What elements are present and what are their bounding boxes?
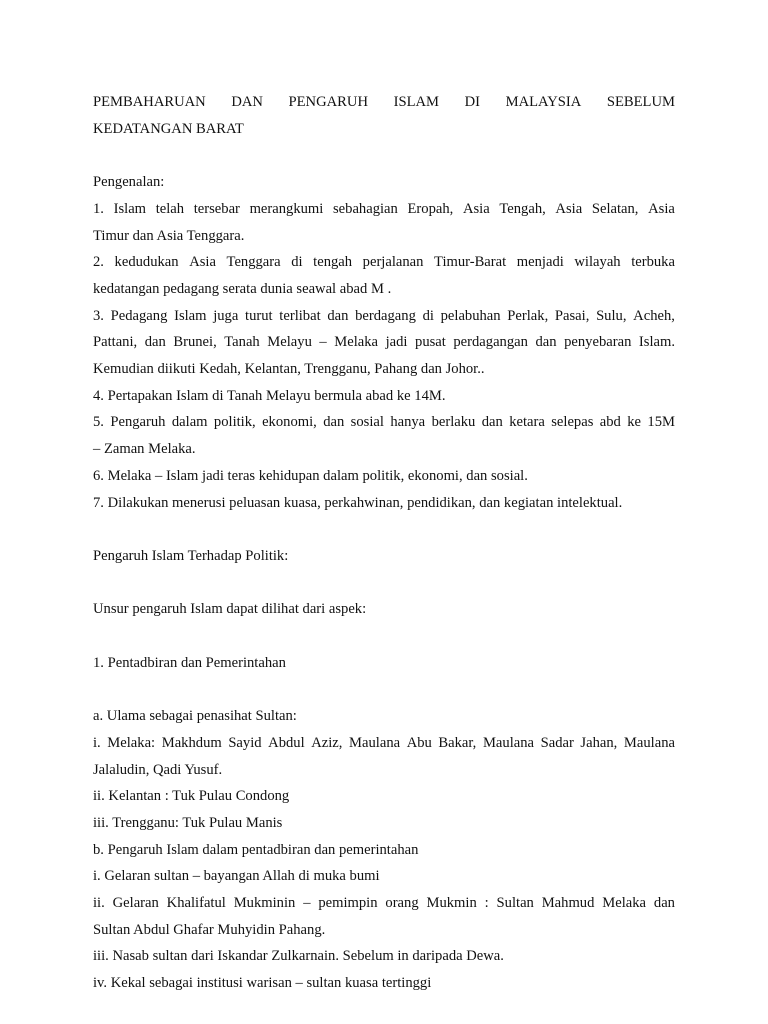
intro-point-5-line-2: – Zaman Melaka. — [93, 441, 196, 458]
document-page — [93, 89, 675, 997]
politics-heading: Pengaruh Islam Terhadap Politik: — [93, 547, 289, 564]
intro-point-3-line-3: Kemudian diikuti Kedah, Kelantan, Trengganu, Pahang dan Johor.. — [93, 361, 485, 378]
title-word: ISLAM — [393, 94, 439, 110]
document-title-line-2: KEDATANGAN BARAT — [93, 120, 244, 137]
administration-point-iv: iv. Kekal sebagai institusi warisan – sultan kuasa tertinggi — [93, 975, 432, 992]
ulama-heading: a. Ulama sebagai penasihat Sultan: — [93, 708, 297, 725]
title-word: MALAYSIA — [505, 94, 582, 110]
politics-subheading-1: 1. Pentadbiran dan Pemerintahan — [93, 654, 286, 671]
title-word: DI — [464, 94, 480, 110]
ulama-trengganu: iii. Trengganu: Tuk Pulau Manis — [93, 814, 283, 831]
spacer — [93, 516, 675, 543]
spacer — [93, 570, 675, 597]
title-word: DAN — [231, 94, 263, 110]
spacer — [93, 676, 675, 703]
administration-point-i: i. Gelaran sultan – bayangan Allah di muka bumi — [93, 868, 380, 885]
title-word: SEBELUM — [606, 94, 675, 110]
intro-heading: Pengenalan: — [93, 174, 165, 191]
ulama-kelantan: ii. Kelantan : Tuk Pulau Condong — [93, 788, 290, 805]
intro-point-4: 4. Pertapakan Islam di Tanah Melayu bermula abad ke 14M. — [93, 387, 446, 404]
intro-point-6: 6. Melaka – Islam jadi teras kehidupan dalam politik, ekonomi, dan sosial. — [93, 467, 528, 484]
ulama-melaka-line-1: i. Melaka: Makhdum Sayid Abdul Aziz, Maulana Abu Bakar, Maulana Sadar Jahan, Maulana — [93, 734, 675, 751]
administration-heading: b. Pengaruh Islam dalam pentadbiran dan pemerintahan — [93, 841, 419, 858]
title-word: PEMBAHARUAN — [93, 94, 206, 110]
document-title-line-1 — [93, 89, 675, 116]
intro-point-3-line-2: Pattani, dan Brunei, Tanah Melayu – Melaka jadi pusat perdagangan dan penyebaran Islam. — [93, 334, 675, 351]
politics-aspects-intro: Unsur pengaruh Islam dapat dilihat dari aspek: — [93, 601, 367, 618]
intro-point-2-line-1: 2. kedudukan Asia Tenggara di tengah perjalanan Timur-Barat menjadi wilayah terbuka — [93, 254, 675, 271]
intro-point-1-line-1: 1. Islam telah tersebar merangkumi sebahagian Eropah, Asia Tengah, Asia Selatan, Asia — [93, 200, 675, 217]
intro-point-7: 7. Dilakukan menerusi peluasan kuasa, perkahwinan, pendidikan, dan kegiatan intelektual. — [93, 494, 623, 511]
title-word: PENGARUH — [288, 94, 368, 110]
intro-point-1-line-2: Timur dan Asia Tenggara. — [93, 227, 245, 244]
ulama-melaka-line-2: Jalaludin, Qadi Yusuf. — [93, 761, 223, 778]
intro-point-3-line-1: 3. Pedagang Islam juga turut terlibat dan berdagang di pelabuhan Perlak, Pasai, Sulu, Acheh, — [93, 307, 675, 324]
spacer — [93, 623, 675, 650]
intro-point-5-line-1: 5. Pengaruh dalam politik, ekonomi, dan sosial hanya berlaku dan ketara selepas abd ke 15M — [93, 414, 675, 431]
spacer — [93, 142, 675, 169]
administration-point-ii-line-1: ii. Gelaran Khalifatul Mukminin – pemimpin orang Mukmin : Sultan Mahmud Melaka dan — [93, 895, 675, 912]
administration-point-ii-line-2: Sultan Abdul Ghafar Muhyidin Pahang. — [93, 921, 326, 938]
intro-point-2-line-2: kedatangan pedagang serata dunia seawal abad M . — [93, 280, 392, 297]
administration-point-iii: iii. Nasab sultan dari Iskandar Zulkarnain. Sebelum in daripada Dewa. — [93, 948, 504, 965]
